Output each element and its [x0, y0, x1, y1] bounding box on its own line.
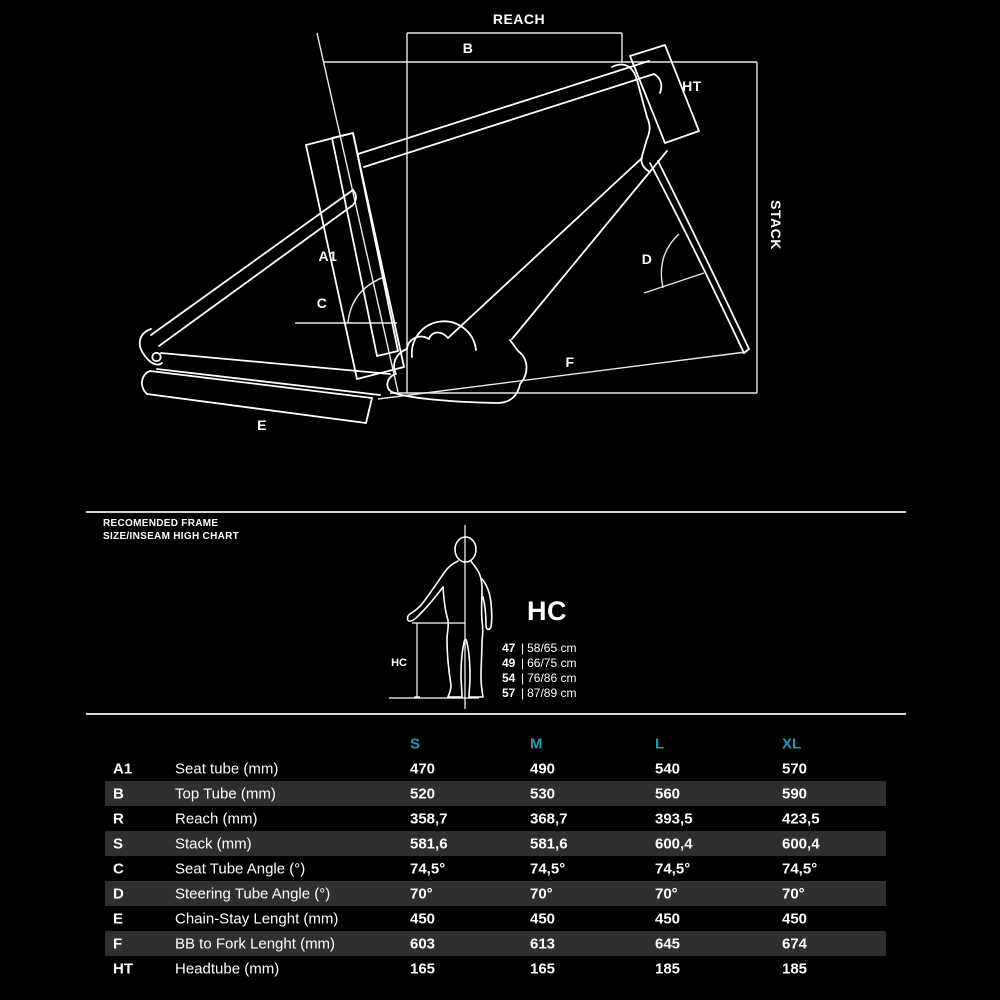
row-letter: R	[113, 810, 124, 827]
column-header-s: S	[410, 735, 421, 752]
row-value-s: 165	[410, 960, 436, 977]
row-value-xl: 570	[782, 760, 808, 777]
hc-size-item	[502, 641, 576, 656]
size-chart-title-line1: RECOMENDED FRAME	[103, 518, 219, 529]
geometry-table	[105, 731, 886, 981]
hc-range-value: 87/89 cm	[527, 686, 577, 700]
row-value-xl: 600,4	[782, 835, 820, 852]
row-value-s: 74,5°	[410, 860, 446, 877]
lower-guard-right-cap	[366, 398, 372, 423]
row-label: Stack (mm)	[175, 835, 252, 852]
row-value-l: 74,5°	[655, 860, 691, 877]
bike-geometry-svg	[0, 0, 1000, 460]
table-row	[105, 906, 886, 931]
row-letter: E	[113, 910, 124, 927]
bb-to-fork-line	[378, 352, 746, 399]
lower-guard-left-cap	[142, 371, 150, 394]
divider-bottom	[86, 713, 906, 715]
figure-right-side	[471, 561, 482, 621]
row-value-l: 185	[655, 960, 681, 977]
hc-size-value: 49	[502, 656, 516, 670]
hc-heading: HC	[527, 596, 567, 626]
seat-angle-label: C	[316, 295, 328, 311]
seat-tube-label: A1	[318, 248, 338, 264]
table-row	[105, 831, 886, 856]
row-label: Steering Tube Angle (°)	[175, 885, 331, 902]
row-label: BB to Fork Lenght (mm)	[175, 935, 336, 952]
bb-to-fork-label: F	[565, 354, 575, 370]
down-tube-upper-edge	[448, 158, 642, 338]
table-header-row	[105, 731, 886, 756]
top-tube-label: B	[462, 40, 474, 56]
lower-guard-top-edge	[150, 371, 372, 398]
head-tube-label: HT	[682, 78, 702, 94]
row-letter: D	[113, 885, 124, 902]
divider-top	[86, 511, 906, 513]
hc-size-item	[502, 656, 576, 671]
row-value-m: 530	[530, 785, 556, 802]
row-label: Seat tube (mm)	[175, 760, 279, 777]
steering-angle-arc	[661, 234, 679, 288]
row-value-l: 70°	[655, 885, 678, 902]
seat-tube-axis-line	[317, 33, 398, 392]
row-letter: HT	[113, 960, 133, 977]
column-header-m: M	[530, 735, 543, 752]
hc-size-value: 57	[502, 686, 516, 700]
hc-separator: |	[521, 641, 525, 655]
table-row	[105, 756, 886, 781]
row-letter: S	[113, 835, 124, 852]
row-value-xl: 185	[782, 960, 808, 977]
rear-axle-hole	[152, 353, 160, 361]
bike-geometry-diagram	[0, 0, 1000, 460]
table-row	[105, 781, 886, 806]
row-value-m: 581,6	[530, 835, 568, 852]
row-letter: C	[113, 860, 124, 877]
size-chart-title-line2: SIZE/INSEAM HIGH CHART	[103, 531, 240, 542]
row-value-xl: 590	[782, 785, 808, 802]
row-letter: A1	[113, 760, 133, 777]
row-value-s: 581,6	[410, 835, 448, 852]
hc-size-item	[502, 671, 576, 686]
hc-measure-rod	[412, 623, 422, 697]
size-chart-title	[103, 517, 239, 543]
table-row	[105, 881, 886, 906]
row-value-l: 450	[655, 910, 681, 927]
bike-frame-outline	[140, 45, 749, 423]
seat-stay-lower-edge	[159, 205, 353, 346]
head-tube-inner-edge	[654, 74, 661, 93]
row-value-l: 600,4	[655, 835, 693, 852]
chain-stay-label: E	[257, 417, 267, 433]
hc-size-value: 54	[502, 671, 516, 685]
person-figure-svg	[385, 515, 510, 710]
table-row	[105, 931, 886, 956]
table-row	[105, 956, 886, 981]
row-value-xl: 674	[782, 935, 808, 952]
hc-range-value: 76/86 cm	[527, 671, 577, 685]
row-letter: F	[113, 935, 123, 952]
row-value-m: 165	[530, 960, 556, 977]
figure-left-arm	[407, 561, 458, 621]
hc-size-item	[502, 686, 576, 701]
hc-rod-label: HC	[391, 657, 407, 669]
fork-dropout	[744, 349, 749, 353]
row-value-l: 560	[655, 785, 681, 802]
row-label: Reach (mm)	[175, 810, 258, 827]
row-value-xl: 70°	[782, 885, 805, 902]
row-value-s: 358,7	[410, 810, 448, 827]
chainring-arc	[412, 321, 476, 357]
hc-separator: |	[521, 686, 525, 700]
row-value-m: 613	[530, 935, 556, 952]
column-header-xl: XL	[782, 735, 802, 752]
row-value-m: 70°	[530, 885, 553, 902]
stack-label: STACK	[768, 200, 784, 250]
table-row	[105, 806, 886, 831]
person-figure	[385, 515, 510, 710]
row-label: Top Tube (mm)	[175, 785, 276, 802]
row-label: Seat Tube Angle (°)	[175, 860, 306, 877]
down-tube-lower-edge	[512, 151, 667, 339]
row-value-m: 490	[530, 760, 556, 777]
row-value-s: 470	[410, 760, 436, 777]
row-value-xl: 450	[782, 910, 808, 927]
row-value-s: 520	[410, 785, 436, 802]
steering-angle-label: D	[641, 251, 653, 267]
row-value-l: 540	[655, 760, 681, 777]
hc-range-value: 66/75 cm	[527, 656, 577, 670]
row-value-m: 450	[530, 910, 556, 927]
row-value-s: 603	[410, 935, 436, 952]
hc-size-value: 47	[502, 641, 516, 655]
steering-angle-reference-line	[644, 273, 704, 293]
row-value-m: 74,5°	[530, 860, 566, 877]
row-label: Chain-Stay Lenght (mm)	[175, 910, 339, 927]
fork-rear-edge	[658, 161, 749, 349]
row-value-m: 368,7	[530, 810, 568, 827]
row-label: Headtube (mm)	[175, 960, 280, 977]
row-value-xl: 423,5	[782, 810, 820, 827]
table-row	[105, 856, 886, 881]
chain-stay-lower-edge	[157, 369, 380, 395]
column-header-l: L	[655, 735, 665, 752]
row-value-l: 393,5	[655, 810, 693, 827]
top-tube-upper-edge	[358, 61, 649, 154]
chain-stay-upper-edge	[161, 353, 390, 374]
figure-right-arm	[482, 579, 492, 629]
row-value-l: 645	[655, 935, 681, 952]
row-value-s: 70°	[410, 885, 433, 902]
figure-right-leg	[467, 621, 483, 697]
figure-left-side	[443, 587, 464, 697]
row-value-xl: 74,5°	[782, 860, 818, 877]
hc-separator: |	[521, 656, 525, 670]
row-letter: B	[113, 785, 124, 802]
hc-size-list	[502, 641, 576, 701]
reach-label: REACH	[492, 11, 546, 27]
hc-separator: |	[521, 671, 525, 685]
row-value-s: 450	[410, 910, 436, 927]
hc-range-value: 58/65 cm	[527, 641, 577, 655]
